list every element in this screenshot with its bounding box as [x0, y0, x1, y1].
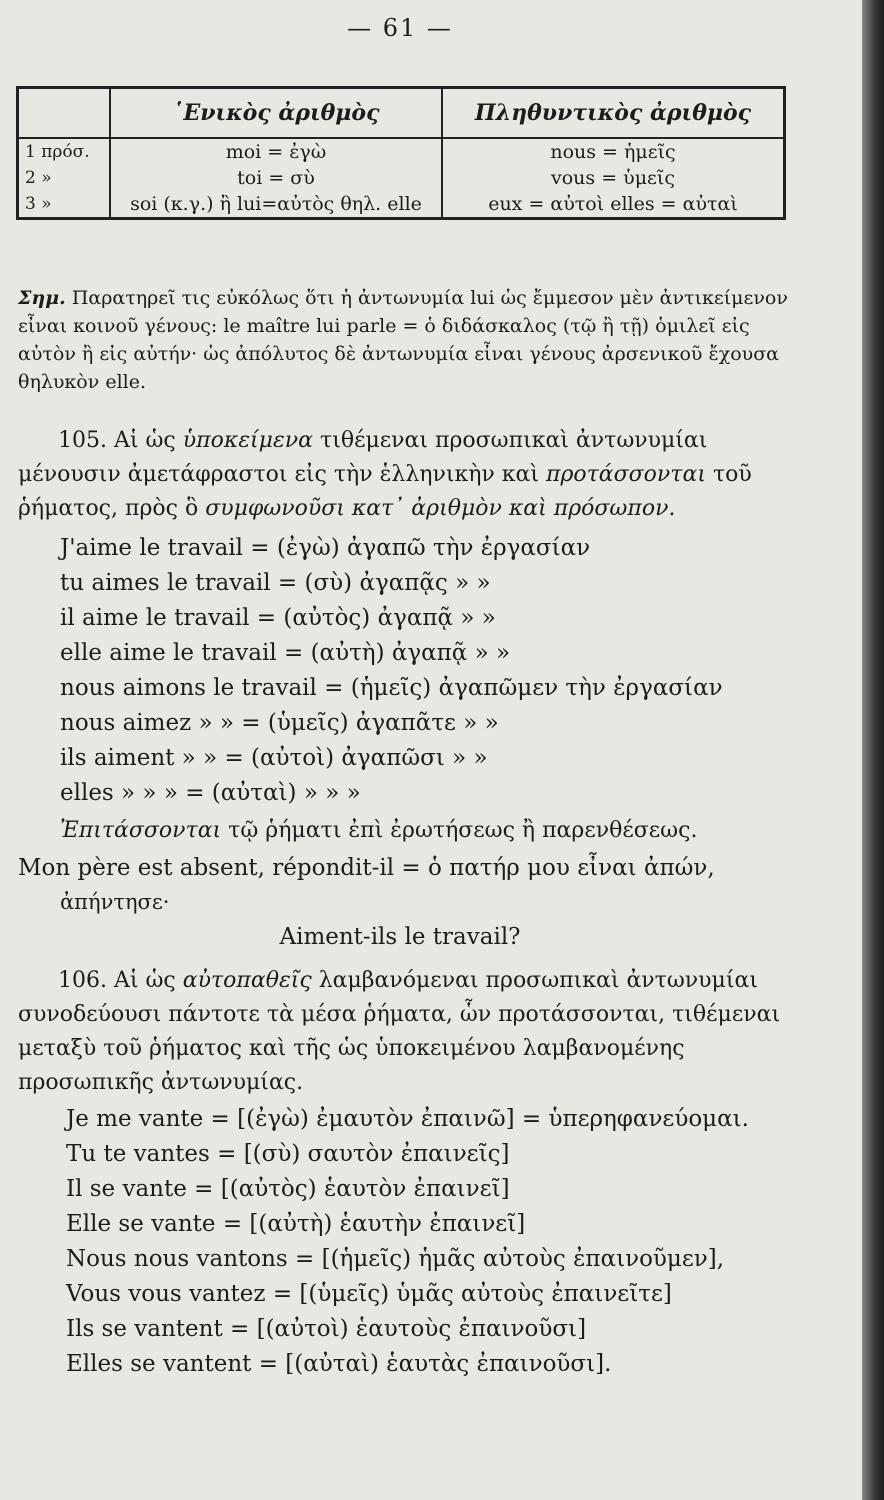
page-edge-shadow — [862, 0, 884, 1500]
example-line: Ils se vantent = [(αὐτοὶ) ἑαυτοὺς ἐπαινοῦσι] — [66, 1316, 587, 1342]
example-line: elle aime le travail = (αὐτὴ) ἀγαπᾷ » » — [60, 640, 511, 666]
table-header-row — [18, 88, 785, 139]
table-cell-person: 3 » — [18, 191, 111, 219]
table-cell-plural: eux = αὐτοὶ elles = αὐταὶ — [488, 193, 738, 215]
p105-text-c: τιθέμεναι προσωπικαὶ ἀντωνυμίαι μένουσιν ἀμετάφραστοι εἰς τὴν ἑλληνικὴν καὶ — [18, 428, 708, 487]
table-cell-singular: soi (κ.γ.) ἢ lui=αὐτὸς θηλ. elle — [110, 191, 442, 219]
example-line: Elle se vante = [(αὐτὴ) ἑαυτὴν ἐπαινεῖ] — [66, 1211, 526, 1237]
p106-text-a: 106. Αἱ ὡς — [58, 968, 183, 993]
table-cell-plural: vous = ὑμεῖς — [551, 167, 675, 189]
p105-term-subjects: ὑποκείμενα — [182, 428, 314, 453]
p106-term-reflexive: αὐτοπαθεῖς — [182, 968, 312, 993]
example-line: Il se vante = [(αὐτὸς) ἑαυτὸν ἐπαινεῖ] — [66, 1176, 510, 1202]
p106-text-c: λαμβανόμεναι προσωπικαὶ ἀντωνυμίαι συνοδεύουσι πάντοτε τὰ μέσα ῥήματα, ὧν προτάσσονται, τιθέμεναι μεταξὺ τοῦ ῥήματος καὶ τῆς ὡς ὑποκειμένου λαμβανομένης προσωπικῆς ἀντωνυμίας. — [18, 968, 781, 1095]
paragraph-105 — [18, 424, 788, 526]
example-line: Vous vous vantez = [(ὑμεῖς) ὑμᾶς αὐτοὺς ἐπαινεῖτε] — [66, 1281, 672, 1307]
note-paragraph — [18, 284, 788, 396]
example-line: ils aiment » » = (αὐτοὶ) ἀγαπῶσι » » — [60, 745, 488, 771]
table-header-plural: Πληθυντικὸς ἀριθμὸς — [442, 88, 785, 139]
example-line: Tu te vantes = [(σὺ) σαυτὸν ἐπαινεῖς] — [66, 1141, 510, 1167]
paragraph-106 — [18, 964, 788, 1100]
example-question: Aiment-ils le travail? — [279, 924, 521, 950]
table-row — [18, 165, 785, 191]
note-text: Παρατηρεῖ τις εὐκόλως ὅτι ἡ ἀντωνυμία lui ὡς ἔμμεσον μὲν ἀντικείμενον εἶναι κοινοῦ γένους: le maître lui parle = ὁ διδάσκαλος (τῷ ἢ τῇ) ὁμιλεῖ εἰς αὐτὸν ἢ εἰς αὐτήν· ὡς ἀπόλυτος δὲ ἀντωνυμία εἶναι γένους ἀρσενικοῦ ἔχουσα θηλυκὸν elle. — [18, 287, 788, 393]
example-line: Je me vante = [(ἐγὼ) ἐμαυτὸν ἐπαινῶ] = ὑπερηφανεύομαι. — [66, 1106, 749, 1132]
page-number: — 61 — — [347, 14, 453, 42]
example-line: nous aimons le travail = (ἡμεῖς) ἀγαπῶμεν τὴν ἐργασίαν — [60, 675, 723, 701]
example-line: Elles se vantent = [(αὐταὶ) ἑαυτὰς ἐπαινοῦσι]. — [66, 1351, 612, 1377]
imperative-line — [60, 814, 830, 848]
table-cell-plural: nous = ἡμεῖς — [550, 141, 676, 163]
p105-text-e: τοῦ ῥήματος, πρὸς ὃ — [18, 462, 752, 521]
table-row — [18, 138, 785, 165]
example-line: il aime le travail = (αὐτὸς) ἀγαπᾷ » » — [60, 605, 496, 631]
table-header-empty — [18, 88, 111, 139]
table-row — [18, 191, 785, 219]
imperative-text: τῷ ῥήματι ἐπὶ ἐρωτήσεως ἢ παρενθέσεως. — [221, 818, 698, 843]
example-line: J'aime le travail = (ἐγὼ) ἀγαπῶ τὴν ἐργασίαν — [60, 535, 591, 561]
table-cell-person: 1 πρόσ. — [18, 138, 111, 165]
imperative-term: Ἐπιτάσσονται — [60, 818, 222, 843]
table-cell-singular: moi = ἐγὼ — [110, 138, 442, 165]
p105-term-agree: συμφωνοῦσι κατ᾽ ἀριθμὸν καὶ πρόσωπον. — [205, 496, 676, 521]
example-line: nous aimez » » = (ὑμεῖς) ἀγαπᾶτε » » — [60, 710, 499, 736]
example-line: tu aimes le travail = (σὺ) ἀγαπᾷς » » — [60, 570, 491, 596]
p105-text-a: 105. Αἱ ὡς — [58, 428, 183, 453]
example-line: Nous nous vantons = [(ἡμεῖς) ἡμᾶς αὐτοὺς ἐπαινοῦμεν], — [66, 1246, 725, 1272]
table-cell-singular: toi = σὺ — [110, 165, 442, 191]
example-line: elles » » » = (αὐταὶ) » » » — [60, 780, 361, 806]
example-line: Mon père est absent, répondit-il = ὁ πατήρ μου εἶναι ἀπών, — [18, 855, 715, 881]
example-line-continued: ἀπήντησε· — [60, 890, 170, 914]
table-cell-person: 2 » — [18, 165, 111, 191]
table-header-singular: ῾Ενικὸς ἀριθμὸς — [110, 88, 442, 139]
p105-term-precede: προτάσσονται — [545, 462, 706, 487]
note-label: Σημ. — [18, 287, 66, 309]
pronoun-table — [16, 86, 786, 220]
